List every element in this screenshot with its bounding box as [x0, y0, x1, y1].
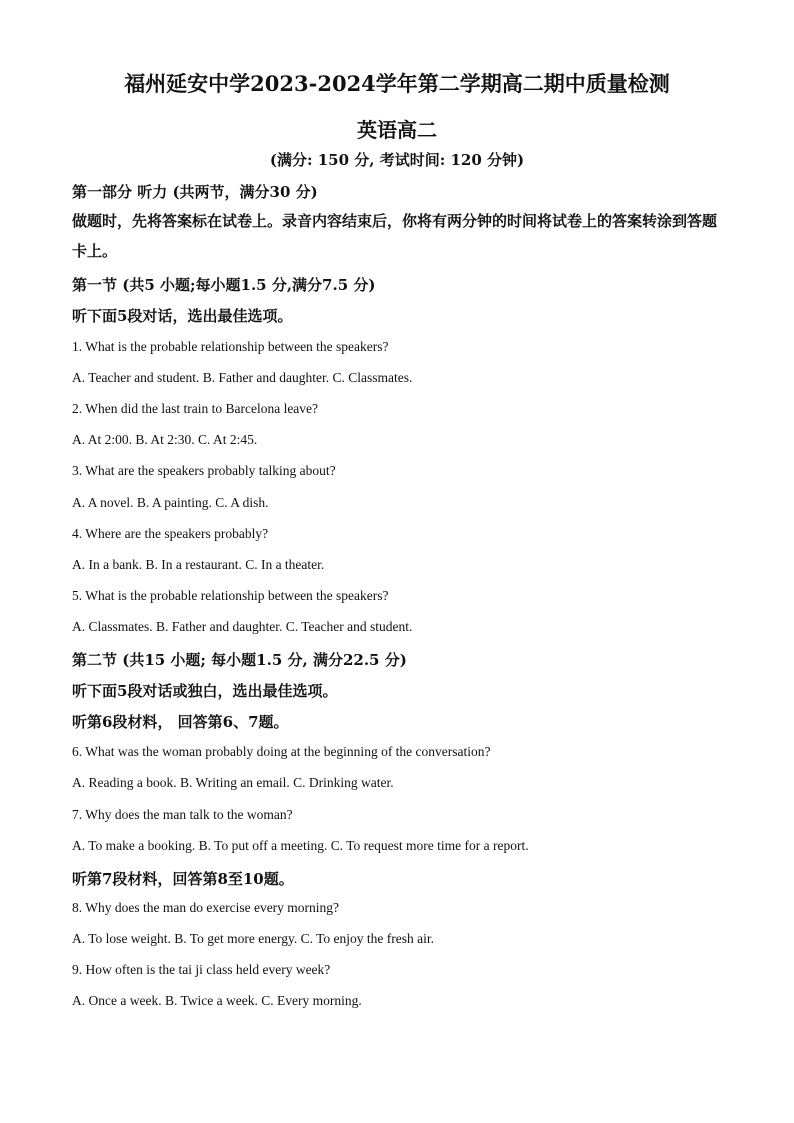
- section1-heading: 第一节 (共5 小题;每小题1.5 分,满分7.5 分): [72, 276, 376, 294]
- options-1: A. Teacher and student. B. Father and daughter. C. Classmates.: [72, 370, 413, 385]
- exam-subtitle: 英语高二: [357, 118, 437, 142]
- part1-heading: 第一部分 听力 (共两节，满分30 分): [72, 183, 318, 201]
- options-4: A. In a bank. B. In a restaurant. C. In a theater.: [72, 557, 325, 572]
- options-2: A. At 2:00. B. At 2:30. C. At 2:45.: [72, 432, 258, 447]
- question-6: 6. What was the woman probably doing at the beginning of the conversation?: [72, 744, 491, 759]
- group6-heading: 听第6段材料， 回答第6、7题。: [72, 713, 289, 731]
- options-7: A. To make a booking. B. To put off a meeting. C. To request more time for a report.: [72, 838, 529, 853]
- question-2: 2. When did the last train to Barcelona leave?: [72, 401, 319, 416]
- question-4: 4. Where are the speakers probably?: [72, 526, 269, 541]
- question-3: 3. What are the speakers probably talking about?: [72, 463, 336, 478]
- question-9: 9. How often is the tai ji class held every week?: [72, 962, 331, 977]
- options-3: A. A novel. B. A painting. C. A dish.: [72, 495, 269, 510]
- exam-meta: (满分: 150 分, 考试时间: 120 分钟): [269, 151, 525, 169]
- question-5: 5. What is the probable relationship between the speakers?: [72, 588, 389, 603]
- question-7: 7. Why does the man talk to the woman?: [72, 807, 293, 822]
- question-8: 8. Why does the man do exercise every morning?: [72, 900, 340, 915]
- options-8: A. To lose weight. B. To get more energy. C. To enjoy the fresh air.: [72, 931, 434, 946]
- section1-instruction: 听下面5段对话，选出最佳选项。: [72, 307, 293, 325]
- section2-heading: 第二节 (共15 小题; 每小题1.5 分, 满分22.5 分): [72, 651, 407, 669]
- part1-instruction: 做题时，先将答案标在试卷上。录音内容结束后，你将有两分钟的时间将试卷上的答案转涂到答题卡上。: [72, 212, 718, 260]
- exam-title: 福州延安中学2023-2024学年第二学期高二期中质量检测: [124, 71, 670, 96]
- section2-instruction: 听下面5段对话或独白，选出最佳选项。: [72, 682, 338, 700]
- group7-heading: 听第7段材料，回答第8至10题。: [72, 870, 294, 888]
- options-9: A. Once a week. B. Twice a week. C. Every morning.: [72, 993, 362, 1008]
- options-6: A. Reading a book. B. Writing an email. C. Drinking water.: [72, 775, 394, 790]
- options-5: A. Classmates. B. Father and daughter. C. Teacher and student.: [72, 619, 413, 634]
- question-1: 1. What is the probable relationship between the speakers?: [72, 339, 389, 354]
